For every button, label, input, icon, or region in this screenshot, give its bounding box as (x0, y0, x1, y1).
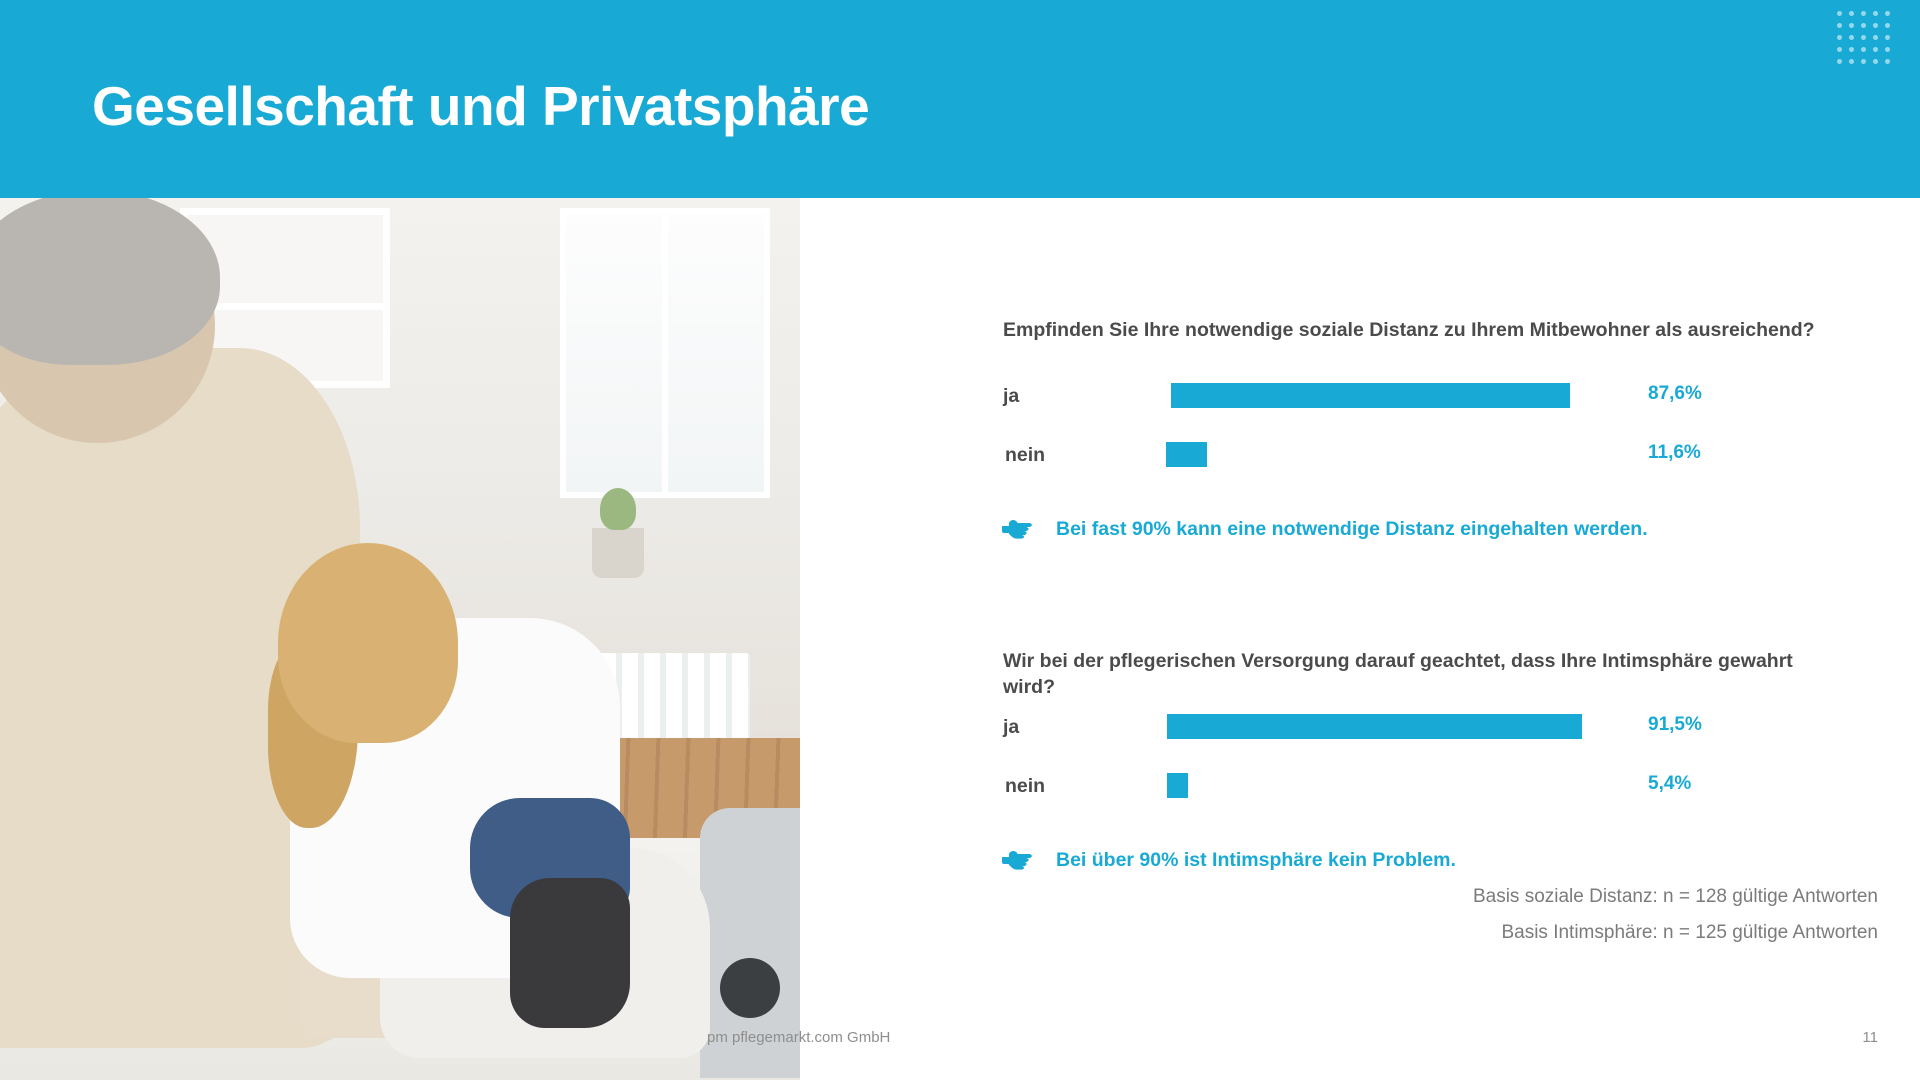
bar-label: nein (1005, 444, 1046, 466)
pointing-hand-icon (1000, 843, 1040, 877)
bar-row (1003, 714, 1883, 744)
header-band (0, 0, 1920, 198)
bar-fill (1171, 383, 1570, 408)
takeaway-text-1: Bei fast 90% kann eine notwendige Distanz eingehalten werden. (1056, 517, 1648, 540)
dot-grid-icon (1834, 8, 1894, 70)
content-area (707, 198, 1920, 1080)
takeaway-1 (1000, 512, 1648, 546)
bar-label: ja (1003, 385, 1020, 407)
bar-fill (1167, 714, 1582, 739)
page-number: 11 (1862, 1029, 1878, 1046)
question-text-2: Wir bei der pflegerischen Versorgung darauf geachtet, dass Ihre Intimsphäre gewahrt wird? (1003, 650, 1793, 698)
basis-note-2: Basis Intimsphäre: n = 125 gültige Antworten (1501, 922, 1878, 943)
bar-label: nein (1005, 775, 1046, 797)
footer-company: pm pflegemarkt.com GmbH (707, 1029, 891, 1046)
bar-value: 11,6% (1648, 442, 1701, 463)
bar-fill (1166, 442, 1207, 467)
takeaway-text-2: Bei über 90% ist Intimsphäre kein Problem. (1056, 848, 1456, 871)
bar-fill (1167, 773, 1188, 798)
page-title: Gesellschaft und Privatsphäre (92, 75, 870, 137)
pointing-hand-icon (1000, 512, 1040, 546)
bar-value: 91,5% (1648, 714, 1702, 735)
bar-label: ja (1003, 716, 1020, 738)
bar-value: 87,6% (1648, 383, 1702, 404)
care-photo (0, 198, 800, 1080)
bar-row (1003, 442, 1883, 472)
question-text-1: Empfinden Sie Ihre notwendige soziale Distanz zu Ihrem Mitbewohner als ausreichend? (1003, 319, 1815, 341)
bar-value: 5,4% (1648, 773, 1692, 794)
bar-row (1003, 773, 1883, 803)
bar-row (1003, 383, 1883, 413)
takeaway-2 (1000, 843, 1456, 877)
basis-note-1: Basis soziale Distanz: n = 128 gültige Antworten (1472, 886, 1878, 907)
